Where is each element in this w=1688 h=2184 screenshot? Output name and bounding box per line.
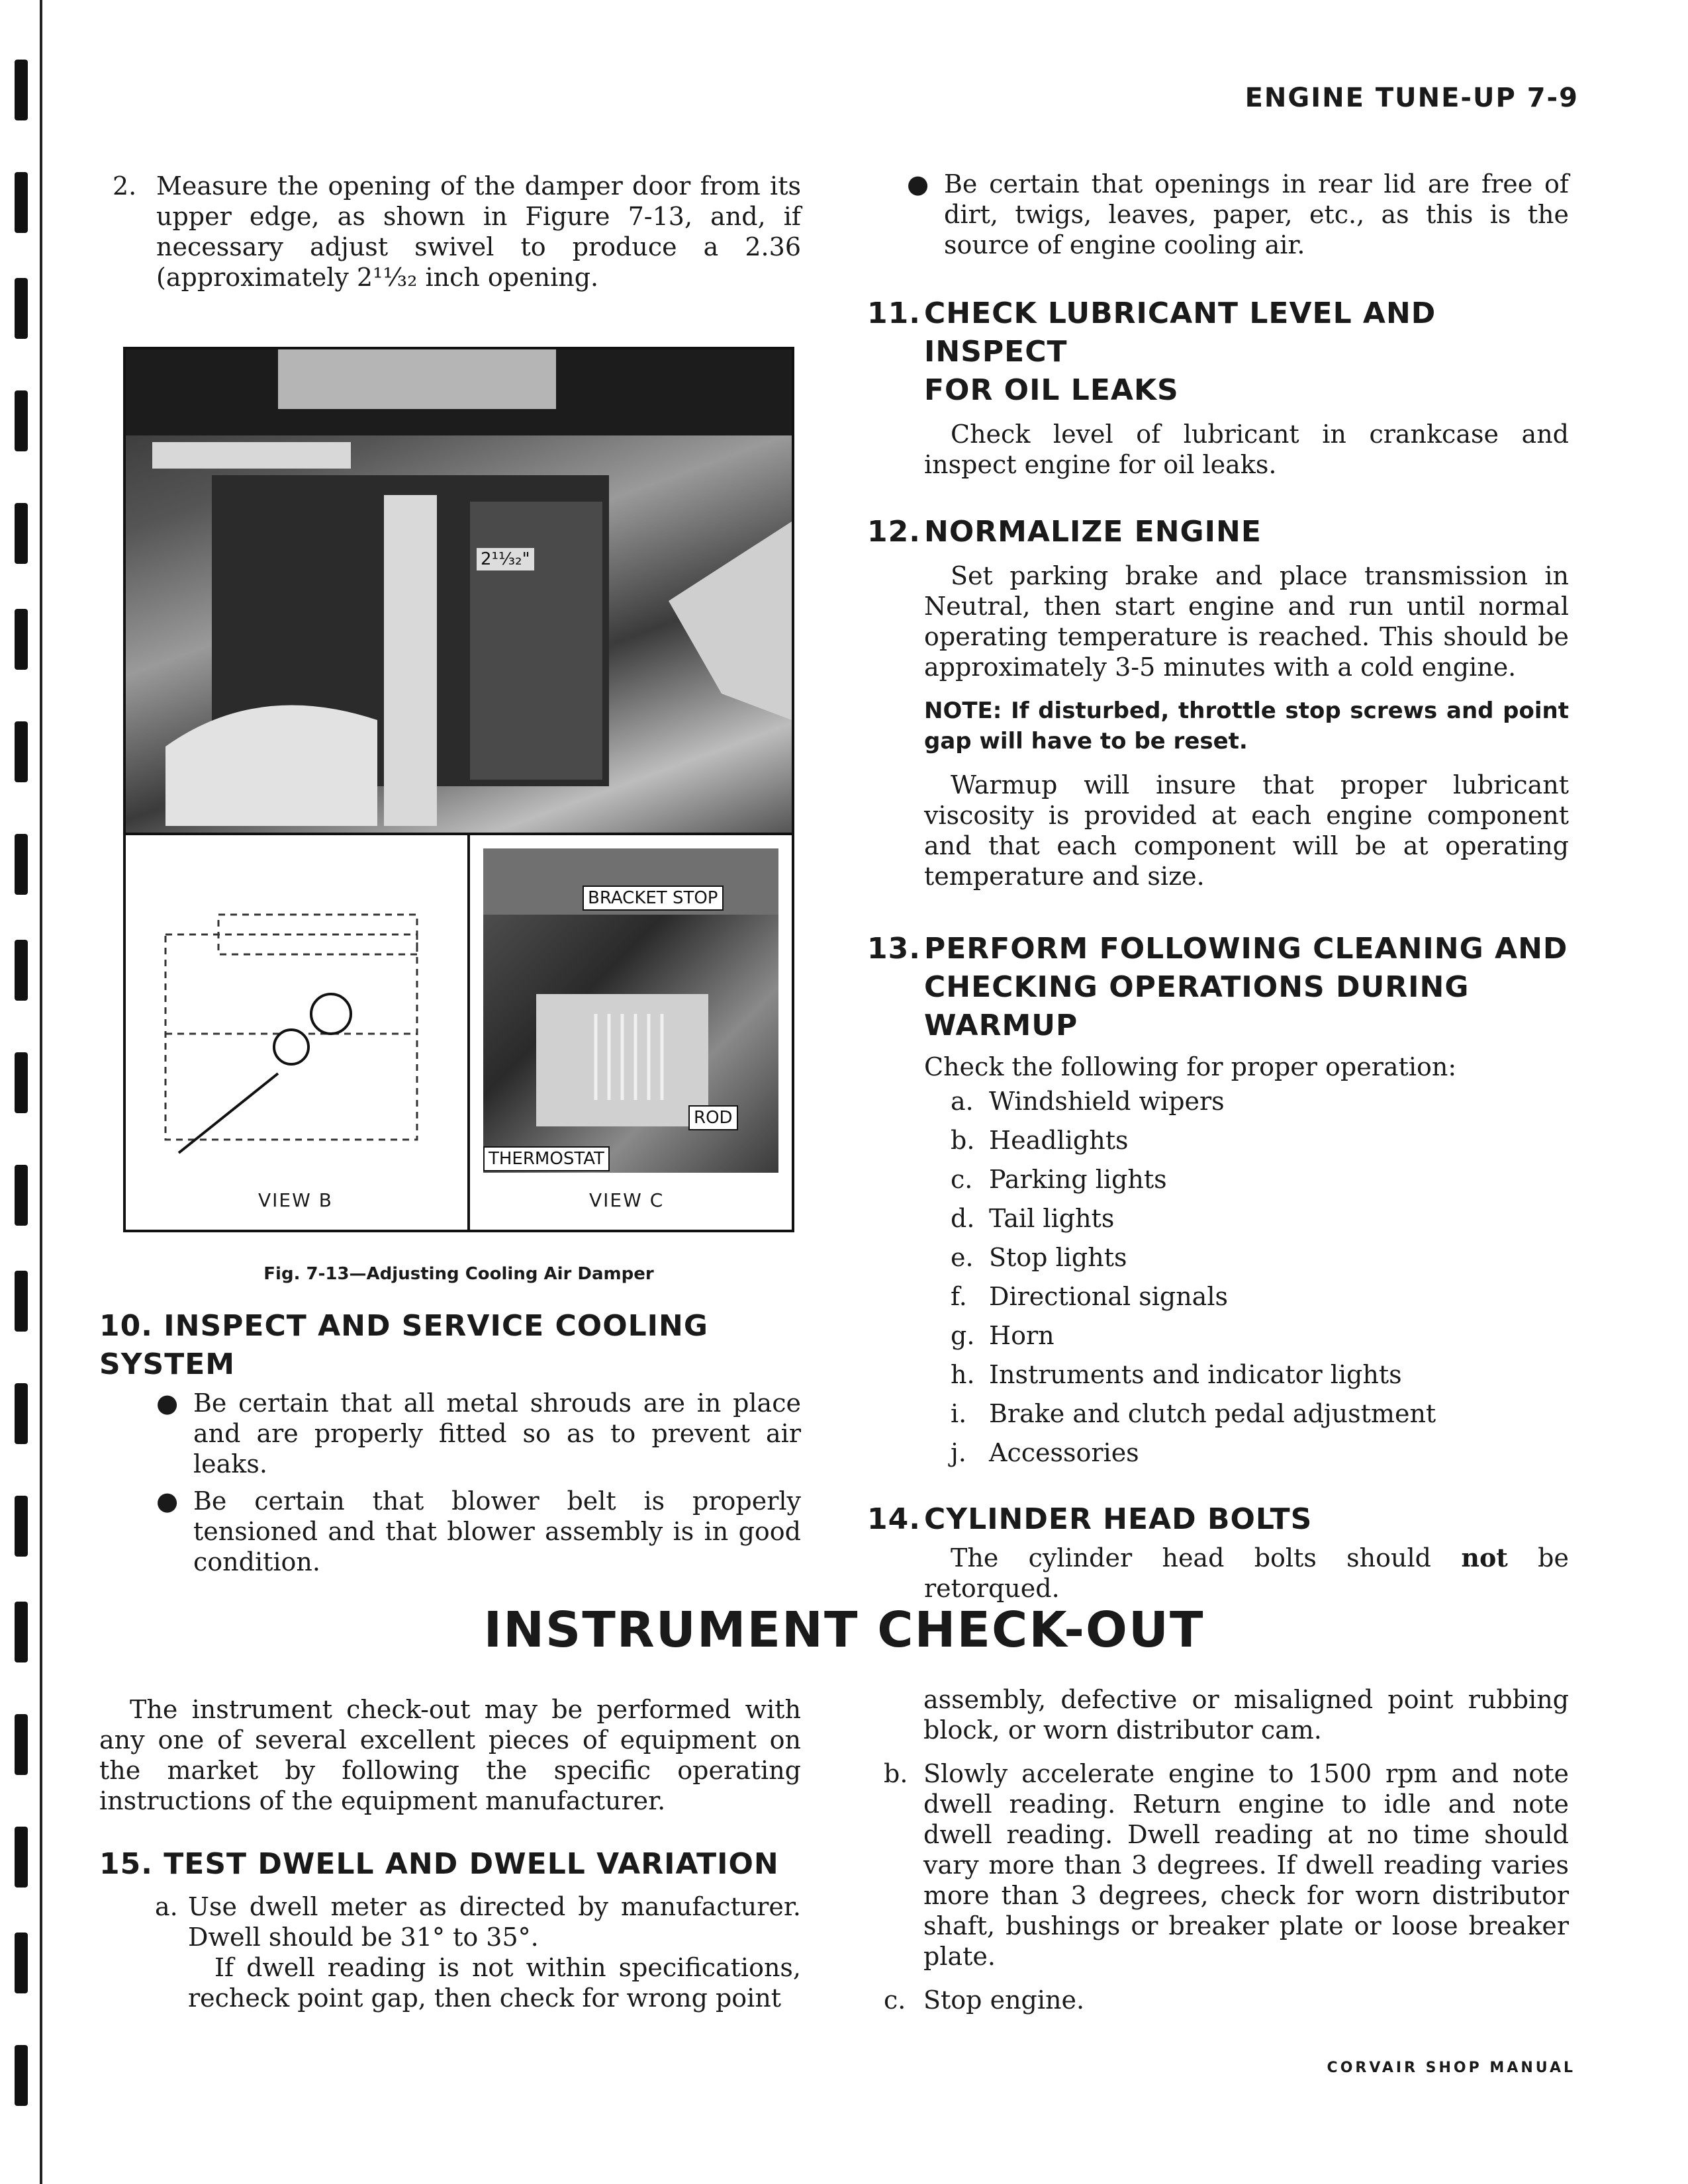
step-a-continued: assembly, defective or misaligned point rubbing block, or worn distributor cam. — [923, 1685, 1569, 1745]
section-14-heading: CYLINDER HEAD BOLTS — [924, 1502, 1313, 1536]
item-text: Windshield wipers — [989, 1087, 1225, 1116]
running-footer: CORVAIR SHOP MANUAL — [1327, 2060, 1575, 2076]
section-12-body2: Warmup will insure that proper lubricant viscosity is provided at each engine component and that each component will be at operating temperature and size. — [924, 770, 1569, 891]
item-letter: d. — [951, 1204, 975, 1233]
binder-hole — [15, 1714, 28, 1775]
section-11-content — [924, 295, 1569, 480]
checklist-item — [951, 1082, 1569, 1121]
checklist-item — [951, 1238, 1569, 1277]
step-c — [884, 1985, 1569, 2015]
item-text: Horn — [989, 1321, 1055, 1350]
item-text: Brake and clutch pedal adjustment — [989, 1399, 1436, 1428]
instrument-left-column — [99, 1694, 801, 2013]
checklist-item — [951, 1160, 1569, 1199]
section-10-bullets — [156, 1388, 801, 1577]
item-letter: g. — [951, 1321, 975, 1350]
binder-hole — [15, 503, 28, 564]
step-text: Measure the opening of the damper door from its upper edge, as shown in Figure 7-13, and, if necessary adjust swivel to produce a 2.36 (approximately 2¹¹⁄₃₂ inch opening. — [156, 171, 801, 292]
checklist-item — [951, 1121, 1569, 1160]
section-13-heading-line2: CHECKING OPERATIONS DURING WARMUP — [924, 970, 1470, 1042]
bullet-item — [156, 1486, 801, 1577]
section-14 — [867, 1500, 1569, 1604]
step-a-content — [188, 1891, 801, 2013]
binder-hole — [15, 1383, 28, 1444]
item-text: Instruments and indicator lights — [989, 1360, 1402, 1389]
checklist-item — [951, 1277, 1569, 1316]
section-number: 12. — [867, 515, 921, 549]
bullet-dot-icon: ● — [156, 1388, 179, 1418]
bullet-text: Be certain that openings in rear lid are free of dirt, twigs, leaves, paper, etc., as this is the source of engine cooling air. — [944, 169, 1569, 259]
section-number: 14. — [867, 1502, 921, 1536]
item-letter: h. — [951, 1360, 975, 1389]
binder-hole — [15, 390, 28, 451]
section-12-heading: NORMALIZE ENGINE — [924, 515, 1262, 549]
view-b-label: VIEW B — [258, 1189, 333, 1211]
bullet-text: Be certain that all metal shrouds are in place and are properly fitted so as to prevent air leaks. — [193, 1388, 801, 1479]
binder-hole — [15, 940, 28, 1001]
figure-caption: Fig. 7-13—Adjusting Cooling Air Damper — [263, 1264, 654, 1284]
view-b-drawing — [126, 835, 467, 1232]
view-c-label: VIEW C — [589, 1189, 665, 1211]
item-letter: b. — [951, 1126, 975, 1155]
item-text: Parking lights — [989, 1165, 1167, 1194]
checklist-item — [951, 1394, 1569, 1433]
item-text: Tail lights — [989, 1204, 1115, 1233]
binder-hole — [15, 1052, 28, 1113]
item-text: Headlights — [989, 1126, 1129, 1155]
step-a-text2: If dwell reading is not within specifications, recheck point gap, then check for wrong point — [188, 1953, 801, 2013]
section-title: INSTRUMENT CHECK-OUT — [483, 1602, 1205, 1659]
step-number: 2. — [113, 171, 137, 201]
left-column-section-10 — [99, 1307, 801, 1577]
section-13 — [867, 930, 1569, 1473]
binder-edge — [15, 0, 30, 2184]
binder-hole — [15, 1933, 28, 1993]
bracket-stop-callout: BRACKET STOP — [583, 886, 724, 911]
binder-hole — [15, 60, 28, 120]
section-10-heading: 10. INSPECT AND SERVICE COOLING SYSTEM — [99, 1309, 708, 1381]
section-11-heading-line2: FOR OIL LEAKS — [924, 373, 1179, 407]
section-14-body — [924, 1543, 1569, 1604]
measure-label: 2¹¹⁄₃₂" — [477, 548, 534, 570]
binder-line — [40, 0, 42, 2184]
section-12-note: NOTE: If disturbed, throttle stop screws and point gap will have to be reset. — [924, 698, 1569, 754]
step-letter: a. — [155, 1892, 178, 1921]
binder-hole — [15, 721, 28, 782]
step-a-text: Use dwell meter as directed by manufacturer. Dwell should be 31° to 35°. — [188, 1892, 801, 1952]
emphasis-text: not — [1461, 1543, 1508, 1572]
binder-hole — [15, 172, 28, 233]
step-2 — [113, 171, 801, 293]
checklist-item — [951, 1316, 1569, 1355]
section-13-content — [924, 930, 1569, 1473]
bullet-item — [156, 1388, 801, 1479]
item-text: Stop lights — [989, 1243, 1127, 1272]
bullet-text: Be certain that blower belt is properly tensioned and that blower assembly is in good condition. — [193, 1486, 801, 1576]
body-text: be retorqued. — [924, 1543, 1569, 1603]
item-letter: a. — [951, 1087, 974, 1116]
checklist-item — [951, 1199, 1569, 1238]
view-c-panel — [470, 833, 792, 1230]
section-number: 13. — [867, 932, 921, 966]
damper-photo-drawing — [126, 349, 792, 833]
section-12-body: Set parking brake and place transmission in Neutral, then start engine and run until normal operating temperature is reached. This should be approximately 3-5 minutes with a cold engine. — [924, 561, 1569, 682]
item-letter: f. — [951, 1282, 967, 1311]
item-text: Directional signals — [989, 1282, 1228, 1311]
binder-hole — [15, 1271, 28, 1332]
binder-hole — [15, 1827, 28, 1888]
section-14-content — [924, 1500, 1569, 1604]
binder-hole — [15, 609, 28, 670]
checklist-item — [951, 1355, 1569, 1394]
section-11-body: Check level of lubricant in crankcase and inspect engine for oil leaks. — [924, 420, 1569, 479]
item-letter: j. — [951, 1438, 966, 1467]
section-13-heading-line1: PERFORM FOLLOWING CLEANING AND — [924, 932, 1568, 966]
item-letter: c. — [951, 1165, 973, 1194]
step-c-text: Stop engine. — [923, 1985, 1085, 2015]
binder-hole — [15, 278, 28, 339]
figure-7-13 — [123, 347, 794, 1232]
step-b-text: Slowly accelerate engine to 1500 rpm and note dwell reading. Return engine to idle and note dwell reading. Dwell reading at no time should vary more than 3 degrees. If dwell reading varies more than 3 degrees, check for worn distributor shaft, bushings or breaker plate or loose breaker plate. — [923, 1759, 1569, 1971]
checklist — [951, 1082, 1569, 1473]
section-13-intro: Check the following for proper operation: — [924, 1052, 1457, 1081]
body-text: The cylinder head bolts should — [951, 1543, 1462, 1572]
section-number: 11. — [867, 296, 921, 330]
running-header: ENGINE TUNE-UP 7-9 — [1244, 83, 1579, 113]
step-b — [884, 1758, 1569, 1972]
thermostat-callout: THERMOSTAT — [483, 1146, 610, 1171]
section-11 — [867, 295, 1569, 480]
damper-photo — [126, 349, 792, 833]
step-a — [155, 1891, 801, 2013]
step-letter: b. — [884, 1759, 908, 1788]
binder-hole — [15, 834, 28, 895]
section-12-content — [924, 513, 1569, 891]
instrument-intro: The instrument check-out may be performed with any one of several excellent pieces of equipment on the market by following the specific operating instructions of the equipment manufacturer. — [99, 1695, 801, 1815]
right-column — [867, 169, 1569, 1604]
section-15-heading: 15. TEST DWELL AND DWELL VARIATION — [99, 1847, 779, 1881]
item-text: Accessories — [989, 1438, 1139, 1467]
binder-hole — [15, 1496, 28, 1557]
checklist-item — [951, 1433, 1569, 1473]
section-11-heading-line1: CHECK LUBRICANT LEVEL AND INSPECT — [924, 296, 1436, 369]
binder-hole — [15, 1165, 28, 1226]
section-12 — [867, 513, 1569, 891]
bullet-item — [907, 169, 1569, 260]
rod-callout: ROD — [688, 1105, 738, 1130]
step-letter: c. — [884, 1985, 906, 2015]
binder-hole — [15, 2045, 28, 2106]
instrument-right-column — [884, 1684, 1569, 2015]
bullet-dot-icon: ● — [907, 169, 929, 199]
view-b-panel — [126, 833, 470, 1230]
item-letter: e. — [951, 1243, 974, 1272]
item-letter: i. — [951, 1399, 967, 1428]
left-column-top — [113, 171, 801, 293]
bullet-dot-icon: ● — [156, 1486, 179, 1516]
